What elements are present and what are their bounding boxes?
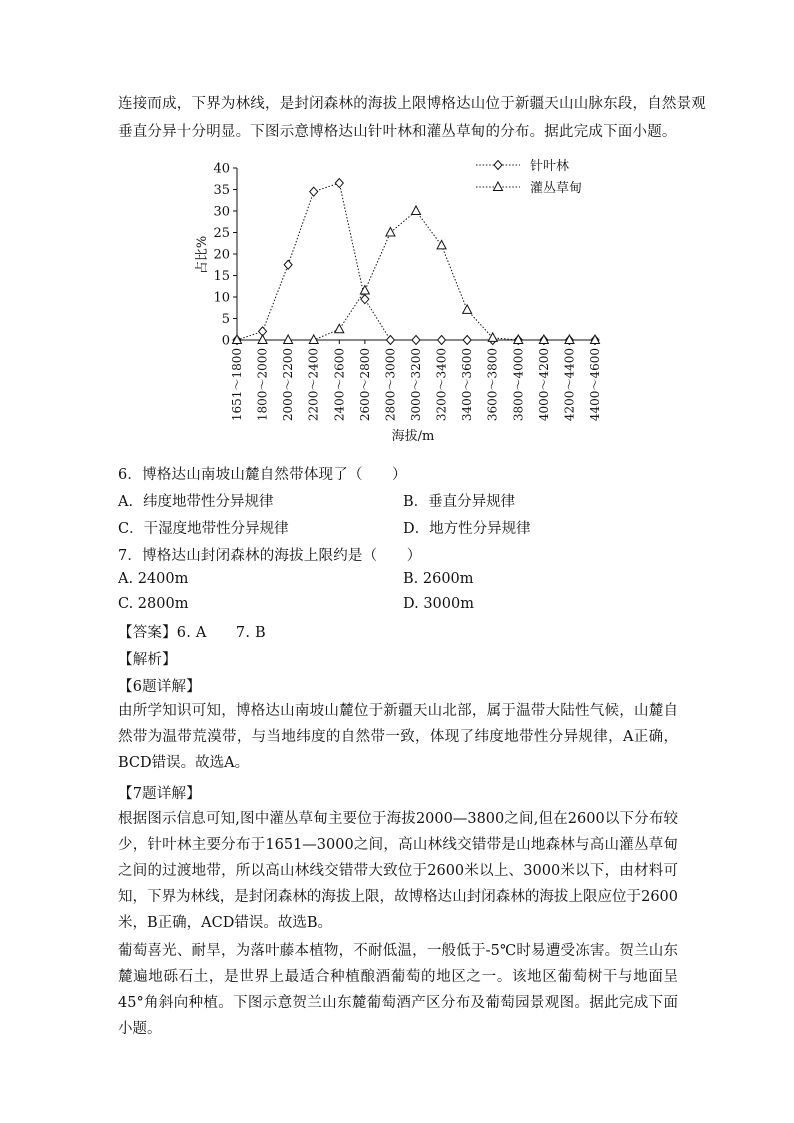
q6-option-c[interactable]: C．干湿度地带性分异规律 <box>118 521 289 537</box>
q6-option-a[interactable]: A．纬度地带性分异规律 <box>118 494 274 510</box>
chart-series <box>233 179 600 345</box>
data-point <box>386 228 395 237</box>
y-axis-label: 占比% <box>195 235 210 275</box>
y-tick-label: 35 <box>213 183 230 198</box>
x-tick-label: 3200～3400 <box>434 348 449 422</box>
x-tick-label: 3400～3600 <box>460 348 475 422</box>
x-axis-label: 海拔/m <box>391 429 435 444</box>
legend-label: 灌丛草甸 <box>530 181 583 196</box>
y-tick-label: 0 <box>221 333 230 349</box>
diamond-marker-icon <box>494 161 502 170</box>
triangle-marker-icon <box>494 182 503 191</box>
data-point <box>386 336 394 345</box>
x-tick-label: 3800～4000 <box>511 348 526 422</box>
q7-option-a[interactable]: A. 2400m <box>118 571 189 587</box>
q7-option-b[interactable]: B. 2600m <box>403 571 474 587</box>
data-point <box>360 286 369 295</box>
detail-7-heading: 【7题详解】 <box>118 786 201 802</box>
detail-6-body: 由所学知识可知，博格达山南坡山麓位于新疆天山北部，属于温带大陆性气候，山麓自然带为温带荒漠带，与当地纬度的自然带一致，体现了纬度地带性分异规律，A正确，BCD错误。故选A。 <box>118 703 678 771</box>
data-point <box>335 324 344 333</box>
x-tick-label: 4000～4200 <box>536 348 551 422</box>
y-tick-label: 5 <box>221 312 230 327</box>
chart-legend <box>476 158 582 196</box>
data-point <box>438 336 446 345</box>
data-point <box>463 305 472 314</box>
data-point <box>361 295 369 304</box>
q6-option-b[interactable]: B．垂直分异规律 <box>403 494 516 510</box>
q7-option-d[interactable]: D. 3000m <box>403 596 474 612</box>
x-tick-label: 2600～2800 <box>357 348 372 422</box>
y-tick-label: 25 <box>213 226 230 241</box>
x-tick-label: 3000～3200 <box>409 348 423 422</box>
q7-stem: 7．博格达山封闭森林的海拔上限约是（ ） <box>118 548 422 564</box>
x-tick-label: 2800～3000 <box>383 348 398 422</box>
data-point <box>284 260 292 269</box>
data-point <box>463 336 471 345</box>
y-ticks <box>213 162 237 349</box>
next-passage: 葡萄喜光、耐旱，为落叶藤本植物，不耐低温，一般低于-5℃时易遭受冻害。贺兰山东麓遍地砾石土，是世界上最适合种植酿酒葡萄的地区之一。该地区葡萄树干与地面呈45°角斜向种植。下图示意贺兰山东麓葡萄酒产区分布及葡萄园景观图。据此完成下面小题。 <box>118 943 678 1037</box>
detail-6-heading: 【6题详解】 <box>118 679 201 695</box>
y-tick-label: 40 <box>213 161 230 177</box>
x-tick-label: 3600～3800 <box>485 348 500 422</box>
data-point <box>412 206 421 215</box>
data-point <box>412 336 420 345</box>
y-tick-label: 20 <box>213 247 230 263</box>
data-point <box>310 187 318 196</box>
x-tick-label: 4200～4400 <box>562 348 577 422</box>
x-ticks <box>230 340 602 421</box>
y-tick-label: 15 <box>213 269 230 284</box>
analysis-heading: 【解析】 <box>118 652 177 668</box>
data-point <box>284 335 293 344</box>
x-tick-label: 1800～2000 <box>255 348 270 422</box>
series-1 <box>233 179 599 345</box>
intro-line-1: 连接而成，下界为林线，是封闭森林的海拔上限博格达山位于新疆天山山脉东段，自然景观 <box>118 96 706 112</box>
legend-label: 针叶林 <box>530 159 570 174</box>
data-point <box>437 240 446 249</box>
y-tick-label: 10 <box>213 290 230 306</box>
vegetation-distribution-chart <box>180 150 620 450</box>
data-point <box>258 335 267 344</box>
answer-line: 【答案】6. A 7. B <box>118 625 266 641</box>
x-tick-label: 2200～2400 <box>306 348 321 422</box>
x-tick-label: 4400～4600 <box>588 348 602 422</box>
series-line <box>237 211 595 340</box>
y-tick-label: 30 <box>213 204 230 220</box>
x-tick-label: 2400～2600 <box>332 348 347 422</box>
series-2 <box>233 206 600 344</box>
intro-line-2: 垂直分异十分明显。下图示意博格达山针叶林和灌丛草甸的分布。据此完成下面小题。 <box>118 124 677 140</box>
q6-option-d[interactable]: D．地方性分异规律 <box>403 521 531 537</box>
x-tick-label: 1651～1800 <box>230 348 244 422</box>
data-point <box>309 335 318 344</box>
detail-7-body: 根据图示信息可知,图中灌丛草甸主要位于海拔2000—3800之间,但在2600以下分布较少，针叶林主要分布于1651—3000之间，高山林线交错带是山地森林与高山灌丛草甸之间的过渡地带，所以高山林线交错带大致位于2600米以上、3000米以下，由材料可知，下界为林线，是封闭森林的海拔上限，故博格达山封闭森林的海拔上限应位于2600米，B正确，ACD错误。故选B。 <box>118 811 678 931</box>
q6-stem: 6．博格达山南坡山麓自然带体现了（ ） <box>118 467 407 483</box>
data-point <box>335 179 343 188</box>
x-tick-label: 2000～2200 <box>281 348 296 422</box>
q7-option-c[interactable]: C. 2800m <box>118 596 189 612</box>
